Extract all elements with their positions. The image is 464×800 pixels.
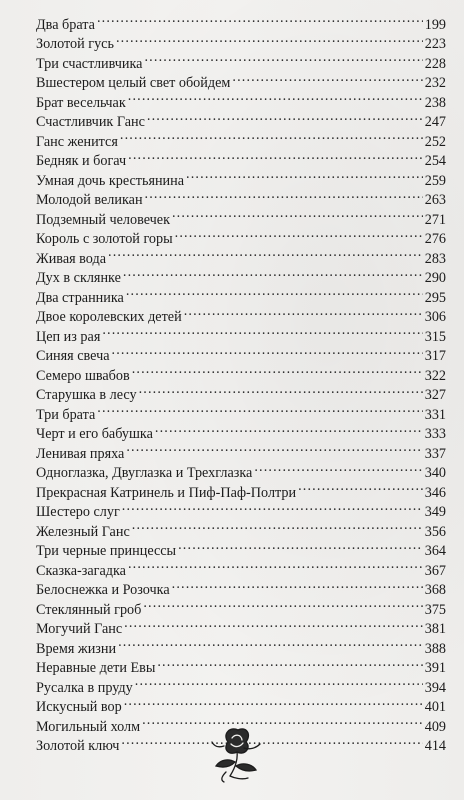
toc-entry-page-number: 337 [424, 445, 446, 462]
toc-entry-title: Бедняк и богач [36, 153, 127, 169]
toc-entry-page-number: 381 [424, 621, 446, 637]
toc-entry-title: Брат весельчак [36, 94, 126, 111]
toc-entry-title: Вшестером целый свет обойдем [36, 75, 231, 91]
toc-entry-title: Одноглазка, Двуглазка и Трехглазка [36, 465, 253, 481]
toc-entry-page-number: 247 [424, 114, 446, 130]
toc-entry-page-number: 295 [424, 289, 446, 306]
toc-dot-leader [108, 243, 423, 263]
toc-dot-leader [97, 9, 423, 29]
toc-dot-leader [124, 692, 423, 712]
toc-dot-leader [126, 282, 423, 302]
toc-entry-title: Могильный холм [36, 718, 141, 735]
toc-entry-title: Черт и его бабушка [36, 426, 153, 442]
toc-dot-leader [120, 126, 423, 146]
toc-entry-title: Двое королевских детей [36, 309, 182, 325]
toc-entry-page-number: 263 [424, 192, 446, 208]
toc-dot-leader [147, 107, 423, 127]
toc-entry-title: Могучий Ганс [36, 621, 123, 637]
toc-dot-leader [112, 341, 423, 361]
toc-entry-page-number: 223 [424, 36, 446, 52]
toc-entry-page-number: 283 [424, 250, 446, 267]
toc-dot-leader [254, 458, 422, 478]
toc-entry-page-number: 409 [424, 718, 446, 735]
toc-entry-title: Счастливчик Ганс [36, 114, 145, 130]
toc-entry-page-number: 228 [424, 55, 446, 72]
toc-dot-leader [172, 575, 423, 595]
toc-entry-title: Время жизни [36, 640, 117, 657]
toc-entry-title: Король с золотой горы [36, 231, 173, 247]
toc-entry-title: Три брата [36, 406, 96, 423]
toc-entry-title: Искусный вор [36, 699, 122, 715]
toc-dot-leader [116, 29, 423, 49]
toc-dot-leader [232, 68, 422, 88]
toc-entry-title: Умная дочь крестьянина [36, 172, 185, 189]
toc-dot-leader [145, 185, 423, 205]
toc-dot-leader [132, 360, 423, 380]
toc-dot-leader [97, 399, 422, 419]
toc-entry-title: Сказка-загадка [36, 562, 126, 579]
toc-entry-title: Золотой ключ [36, 738, 120, 754]
toc-dot-leader [135, 672, 423, 692]
toc-entry-page-number: 252 [424, 133, 446, 150]
toc-dot-leader [122, 497, 423, 517]
toc-dot-leader [121, 731, 422, 751]
toc-entry-page-number: 199 [424, 16, 446, 33]
toc-entry-title: Белоснежка и Розочка [36, 582, 170, 598]
toc-entry-title: Старушка в лесу [36, 387, 137, 403]
toc-entry-page-number: 333 [424, 426, 446, 442]
toc-entry-title: Три счастливчика [36, 55, 143, 72]
toc-dot-leader [175, 224, 423, 244]
toc-entry-page-number: 364 [424, 543, 446, 559]
toc-entry-page-number: 375 [424, 601, 446, 618]
toc-entry-page-number: 368 [424, 582, 446, 598]
toc-dot-leader [142, 711, 423, 731]
toc-dot-leader [178, 536, 423, 556]
toc-entry-page-number: 388 [424, 640, 446, 657]
toc-entry-title: Три черные принцессы [36, 543, 177, 559]
toc-dot-leader [172, 204, 423, 224]
toc-entry-page-number: 391 [424, 660, 446, 676]
toc-entry-title: Синяя свеча [36, 348, 110, 364]
toc-dot-leader [126, 438, 422, 458]
toc-entry-title: Молодой великан [36, 192, 143, 208]
toc-entry-page-number: 306 [424, 309, 446, 325]
toc-entry-title: Прекрасная Катринель и Пиф-Паф-Полтри [36, 484, 297, 501]
toc-dot-leader [157, 653, 422, 673]
toc-entry-page-number: 340 [424, 465, 446, 481]
toc-entry-page-number: 414 [424, 738, 446, 754]
toc-entry-page-number: 271 [424, 211, 446, 228]
toc-entry-page-number: 232 [424, 75, 446, 91]
toc-dot-leader [118, 633, 423, 653]
toc-dot-leader [186, 165, 423, 185]
toc-entry-page-number: 349 [424, 504, 446, 520]
toc-dot-leader [128, 555, 423, 575]
toc-entry-page-number: 331 [424, 406, 446, 423]
toc-dot-leader [184, 302, 423, 322]
toc-entry-title: Подземный человечек [36, 211, 170, 228]
toc-entry-page-number: 327 [424, 387, 446, 403]
toc-entry-page-number: 254 [424, 153, 446, 169]
toc-entry [36, 399, 446, 423]
toc-dot-leader [143, 594, 422, 614]
toc-entry-title: Шестеро слуг [36, 504, 120, 520]
toc-entry-page-number: 290 [424, 270, 446, 286]
toc-entry-page-number: 259 [424, 172, 446, 189]
toc-entry-title: Золотой гусь [36, 36, 114, 52]
toc-entry-title: Железный Ганс [36, 523, 130, 540]
toc-entry-title: Неравные дети Евы [36, 660, 156, 676]
toc-entry-page-number: 346 [424, 484, 446, 501]
toc-entry-page-number: 315 [424, 328, 446, 345]
toc-entry-title: Два странника [36, 289, 124, 306]
toc-dot-leader [128, 146, 423, 166]
toc-entry [36, 9, 446, 33]
toc-entry [36, 29, 446, 52]
toc-dot-leader [144, 48, 422, 68]
toc-entry-title: Ленивая пряха [36, 445, 125, 462]
toc-dot-leader [139, 380, 423, 400]
toc-dot-leader [124, 614, 423, 634]
toc-dot-leader [298, 477, 423, 497]
toc-entry [36, 419, 446, 442]
toc-entry-page-number: 322 [424, 367, 446, 384]
toc-entry-title: Дух в склянке [36, 270, 121, 286]
toc-dot-leader [102, 321, 422, 341]
toc-entry-page-number: 401 [424, 699, 446, 715]
toc-entry-page-number: 394 [424, 679, 446, 696]
toc-entry-title: Два брата [36, 16, 95, 33]
table-of-contents [36, 9, 446, 754]
toc-entry-page-number: 238 [424, 94, 446, 111]
toc-entry-title: Семеро швабов [36, 367, 130, 384]
toc-entry-page-number: 356 [424, 523, 446, 540]
toc-entry-title: Ганс женится [36, 133, 118, 150]
toc-dot-leader [128, 87, 423, 107]
toc-dot-leader [123, 263, 423, 283]
toc-dot-leader [132, 516, 423, 536]
toc-entry-page-number: 367 [424, 562, 446, 579]
toc-dot-leader [155, 419, 423, 439]
flower-vignette-icon [208, 722, 266, 784]
toc-entry-title: Русалка в пруду [36, 679, 133, 696]
toc-entry-page-number: 317 [424, 348, 446, 364]
toc-entry-title: Живая вода [36, 250, 106, 267]
toc-entry-title: Стеклянный гроб [36, 601, 142, 618]
toc-entry-title: Цеп из рая [36, 328, 101, 345]
toc-entry-page-number: 276 [424, 231, 446, 247]
